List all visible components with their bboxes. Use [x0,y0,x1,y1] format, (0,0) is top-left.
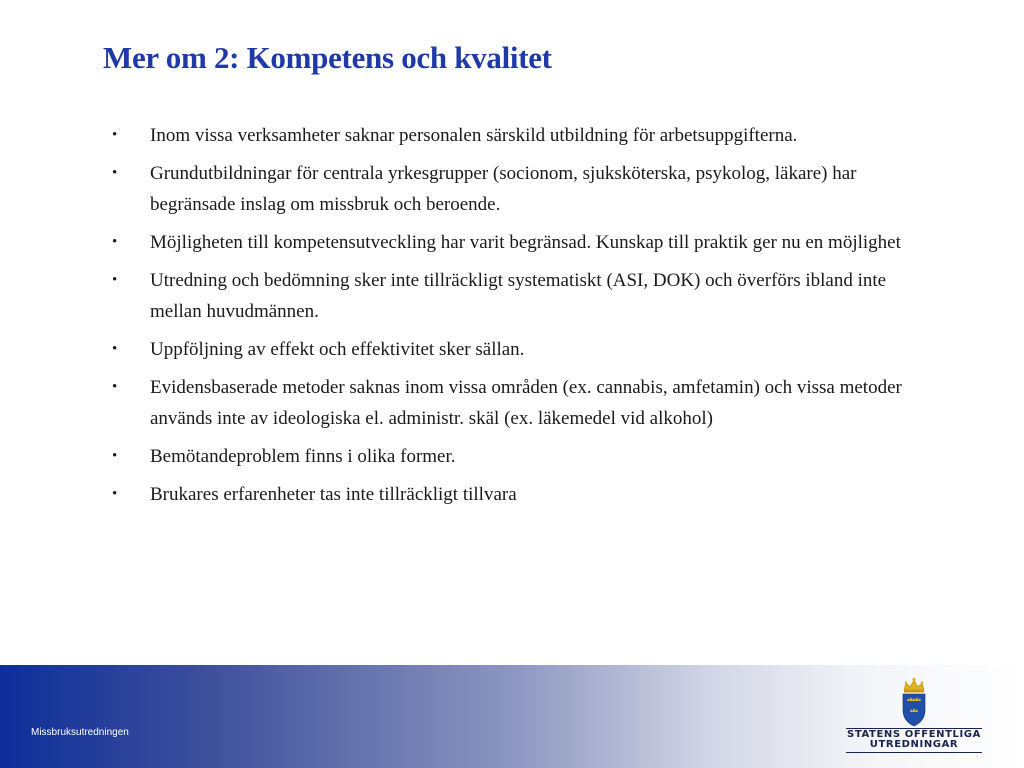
bullet-item [112,265,932,327]
bullet-item [112,227,932,258]
bullet-dot-icon: • [112,272,118,288]
logo-bottom-rule [846,752,982,753]
slide-title: Mer om 2: Kompetens och kvalitet [103,40,552,75]
bullet-item [112,334,932,365]
bullet-item [112,441,932,472]
logo-text-line2: UTREDNINGAR [869,739,959,750]
bullet-dot-icon: • [112,165,118,181]
bullet-text: Grundutbildningar för centrala yrkesgrupper (socionom, sjuksköterska, psykolog, läkare) har begränsade inslag om missbruk och beroende. [150,163,857,215]
bullet-text: Brukares erfarenheter tas inte tillräckligt tillvara [150,484,517,505]
bullet-text: Evidensbaserade metoder saknas inom vissa områden (ex. cannabis, amfetamin) och vissa metoder används inte av ideologiska el. administr. skäl (ex. läkemedel vid alkohol) [150,377,902,429]
bullet-item [112,120,932,151]
bullet-item [112,372,932,434]
bullet-dot-icon: • [112,448,118,464]
bullet-text: Uppföljning av effekt och effektivitet sker sällan. [150,339,525,360]
swedish-coat-of-arms-icon [899,676,929,728]
bullet-dot-icon: • [112,234,118,250]
bullet-dot-icon: • [112,341,118,357]
bullet-dot-icon: • [112,486,118,502]
footer-label: Missbruksutredningen [31,727,129,738]
bullet-item [112,479,932,510]
bullet-dot-icon: • [112,127,118,143]
sou-logo [843,676,985,760]
bullet-text: Möjligheten till kompetensutveckling har varit begränsad. Kunskap till praktik ger nu en möjlighet [150,232,901,253]
bullet-dot-icon: • [112,379,118,395]
bullet-text: Bemötandeproblem finns i olika former. [150,446,456,467]
logo-text-line1: STATENS OFFENTLIGA [847,729,981,740]
bullet-text: Inom vissa verksamheter saknar personalen särskild utbildning för arbetsuppgifterna. [150,125,798,146]
bullet-list [112,120,932,517]
bullet-item [112,158,932,220]
bullet-text: Utredning och bedömning sker inte tillräckligt systematiskt (ASI, DOK) och överförs ibland inte mellan huvudmännen. [150,270,887,322]
